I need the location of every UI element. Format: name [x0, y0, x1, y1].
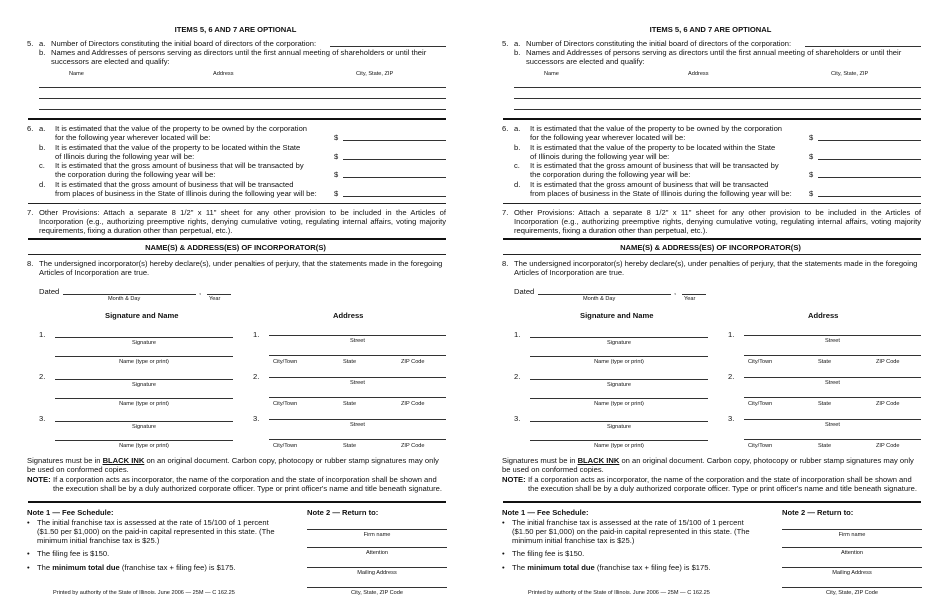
item6-text-line1: It is estimated that the value of the property to be owned by the corporation [55, 124, 308, 133]
divider [28, 254, 446, 255]
signature-label: Signature [607, 340, 631, 346]
address-number: 1. [253, 330, 260, 339]
fee-bullet-franchise-tax: The initial franchise tax is assessed at the rate of 15/100 of 1 percent ($1.50 per $1,000) on the paid-in capital represented in this state. (The minimum initial franchise tax is $25.) [37, 518, 275, 545]
month-day-label: Month & Day [583, 296, 616, 302]
incorporators-header: NAME(S) & ADDRESS(ES) OF INCORPORATOR(S) [145, 243, 326, 252]
divider [28, 203, 446, 204]
name-print-field[interactable] [530, 398, 708, 399]
column-name-label: Name [69, 71, 84, 77]
item6-text-line2: for the following year wherever located will be: [55, 133, 211, 142]
item6-text-line1: It is estimated that the gross amount of business that will be transacted [530, 179, 769, 189]
dollar-sign: $ [334, 188, 339, 198]
city-state-zip-line[interactable] [269, 397, 446, 398]
name-print-label: Name (type or print) [119, 401, 169, 407]
column-address-label: Address [213, 71, 234, 77]
zip-code-label: ZIP Code [401, 443, 425, 449]
state-label: State [343, 359, 357, 365]
year-label: Year [209, 296, 221, 302]
zip-code-label: ZIP Code [876, 359, 900, 365]
item6-text-line2: of Illinois during the following year will be: [530, 151, 670, 161]
firm-name-field[interactable] [782, 529, 922, 530]
city-state-zip-field[interactable] [782, 587, 922, 588]
item6-text-line1: It is estimated that the value of the property to be located within the State [530, 142, 776, 152]
item7-text: Other Provisions: Attach a separate 8 1/2" x 11" sheet for any other provision to be included in the Articles of Incorporation (e.g., authorizing preemptive rights, denying cumulative voting, regulating internal affairs, voting majority requirements, fixing a duration other than perpetual, etc.). [39, 208, 446, 235]
signature-field[interactable] [530, 379, 708, 380]
address-number: 3. [728, 414, 735, 423]
item6-text-line1: It is estimated that the gross amount of business that will be transacted by [55, 161, 304, 170]
directors-count-field[interactable] [805, 46, 921, 47]
zip-code-label: ZIP Code [401, 359, 425, 365]
return-to-title: Note 2 — Return to: [782, 508, 854, 517]
dollar-sign: $ [809, 170, 814, 179]
item6-text-line1: It is estimated that the value of the property to be located within the State [55, 142, 301, 152]
date-month-day-field[interactable] [63, 294, 196, 295]
zip-code-label: ZIP Code [876, 443, 900, 449]
city-state-zip-field[interactable] [307, 587, 447, 588]
dollar-sign: $ [809, 151, 814, 161]
street-field[interactable] [744, 419, 921, 420]
dollar-sign: $ [334, 133, 339, 142]
director-line-2[interactable] [39, 98, 446, 99]
signature-field[interactable] [55, 421, 233, 422]
item6-text-line2: from places of business in the State of Illinois during the following year will be: [530, 188, 792, 198]
zip-code-label: ZIP Code [876, 401, 900, 407]
firm-name-label: Firm name [363, 532, 391, 538]
comma: , [674, 287, 677, 296]
name-print-field[interactable] [55, 398, 233, 399]
item5-a-letter: a. [514, 39, 521, 48]
item6-text-line1: It is estimated that the gross amount of business that will be transacted [55, 179, 294, 189]
street-label: Street [825, 338, 840, 344]
item8-text: The undersigned incorporator(s) hereby declare(s), under penalties of perjury, that the statements made in the foregoing Articles of Incorporation are true. [39, 259, 443, 277]
attention-label: Attention [365, 550, 389, 556]
signature-field[interactable] [55, 379, 233, 380]
address-number: 3. [253, 414, 260, 423]
item8-text: The undersigned incorporator(s) hereby declare(s), under penalties of perjury, that the statements made in the foregoing Articles of Incorporation are true. [514, 259, 918, 277]
item6-text-line2: the corporation during the following year will be: [55, 170, 216, 179]
incorporators-header: NAME(S) & ADDRESS(ES) OF INCORPORATOR(S) [620, 243, 801, 252]
column-city-label: City, State, ZIP [356, 71, 394, 77]
column-name-label: Name [544, 71, 559, 77]
director-line-2[interactable] [514, 98, 921, 99]
state-label: State [343, 401, 357, 407]
city-town-label: City/Town [748, 401, 773, 407]
items-optional-header: ITEMS 5, 6 AND 7 ARE OPTIONAL [649, 25, 772, 34]
item6-number: 6. [27, 124, 34, 133]
item6-letter: a. [514, 124, 521, 133]
note-label: NOTE: [27, 475, 51, 484]
mailing-address-label: Mailing Address [357, 570, 397, 576]
city-town-label: City/Town [273, 401, 298, 407]
note-label: NOTE: [502, 475, 526, 484]
item6-text-line2: the corporation during the following year will be: [530, 170, 691, 179]
item6-text-line2: of Illinois during the following year will be: [55, 151, 195, 161]
state-label: State [818, 401, 832, 407]
printed-by-footer: Printed by authority of the State of Illinois. June 2006 — 25M — C 162.25 [53, 590, 235, 596]
divider [28, 501, 446, 503]
fee-bullet-filing-fee: The filing fee is $150. [512, 549, 585, 558]
note-text: If a corporation acts as incorporator, the name of the corporation and the state of incorporation shall be shown and the execution shall be by a duly authorized corporate officer. Type or print officer's name and title beneath signature. [53, 475, 442, 493]
item6-letter: d. [39, 179, 46, 189]
state-label: State [818, 359, 832, 365]
dollar-sign: $ [334, 151, 339, 161]
item7-text: Other Provisions: Attach a separate 8 1/2" x 11" sheet for any other provision to be included in the Articles of Incorporation (e.g., authorizing preemptive rights, denying cumulative voting, regulating internal affairs, voting majority requirements, fixing a duration other than perpetual, etc.). [514, 208, 921, 235]
address-number: 1. [728, 330, 735, 339]
director-line-1[interactable] [39, 87, 446, 88]
signature-label: Signature [607, 382, 631, 388]
street-field[interactable] [269, 419, 446, 420]
name-print-label: Name (type or print) [594, 359, 644, 365]
bullet: • [502, 563, 505, 572]
zip-code-label: ZIP Code [401, 401, 425, 407]
divider [503, 118, 921, 120]
street-label: Street [350, 380, 365, 386]
director-line-1[interactable] [514, 87, 921, 88]
street-label: Street [350, 338, 365, 344]
column-address-label: Address [688, 71, 709, 77]
name-print-field[interactable] [530, 440, 708, 441]
signature-label: Signature [132, 382, 156, 388]
firm-name-field[interactable] [307, 529, 447, 530]
city-state-zip-line[interactable] [744, 439, 921, 440]
month-day-label: Month & Day [108, 296, 141, 302]
city-town-label: City/Town [273, 359, 298, 365]
dated-label: Dated [39, 287, 60, 296]
city-town-label: City/Town [748, 443, 773, 449]
year-label: Year [684, 296, 696, 302]
fee-schedule-title: Note 1 — Fee Schedule: [502, 508, 589, 517]
item7-number: 7. [27, 208, 34, 217]
item8-number: 8. [27, 259, 34, 268]
item7-number: 7. [502, 208, 509, 217]
address-number: 2. [253, 372, 260, 381]
incorporator-number: 3. [514, 414, 521, 423]
city-state-zip-label: City, State, ZIP Code [350, 590, 404, 596]
signature-and-name-header: Signature and Name [580, 311, 654, 320]
city-state-zip-line[interactable] [269, 355, 446, 356]
incorporator-number: 1. [39, 330, 46, 339]
item6-amount-field[interactable] [818, 177, 921, 178]
item5-number: 5. [27, 39, 34, 48]
name-print-label: Name (type or print) [119, 443, 169, 449]
street-field[interactable] [744, 335, 921, 336]
item6-text-line2: for the following year wherever located will be: [530, 133, 686, 142]
street-label: Street [825, 380, 840, 386]
incorporator-number: 2. [514, 372, 521, 381]
street-field[interactable] [744, 377, 921, 378]
incorporator-number: 1. [514, 330, 521, 339]
city-town-label: City/Town [273, 443, 298, 449]
fee-bullet-minimum-total: The minimum total due (franchise tax + filing fee) is $175. [512, 563, 711, 572]
form-page-left [23, 0, 448, 615]
name-print-field[interactable] [55, 356, 233, 357]
item5-a-letter: a. [39, 39, 46, 48]
street-field[interactable] [269, 335, 446, 336]
divider [503, 254, 921, 255]
black-ink-note: Signatures must be in BLACK INK on an original document. Carbon copy, photocopy or rubber stamp signatures may only be used on conformed copies. [27, 456, 439, 474]
attention-field[interactable] [782, 547, 922, 548]
bullet: • [502, 518, 505, 527]
date-year-field[interactable] [682, 294, 706, 295]
return-to-title: Note 2 — Return to: [307, 508, 379, 517]
street-label: Street [825, 422, 840, 428]
city-state-zip-line[interactable] [269, 439, 446, 440]
item6-text-line1: It is estimated that the gross amount of business that will be transacted by [530, 161, 779, 170]
item6-number: 6. [502, 124, 509, 133]
divider [28, 118, 446, 120]
item6-letter: b. [514, 142, 521, 152]
item6-letter: b. [39, 142, 46, 152]
incorporator-number: 2. [39, 372, 46, 381]
divider [503, 501, 921, 503]
item6-amount-field[interactable] [343, 196, 446, 197]
dollar-sign: $ [809, 188, 814, 198]
director-line-3[interactable] [514, 109, 921, 110]
attention-field[interactable] [307, 547, 447, 548]
item5-b-letter: b. [514, 48, 521, 57]
item6-letter: a. [39, 124, 46, 133]
address-header: Address [333, 311, 364, 320]
name-print-label: Name (type or print) [594, 401, 644, 407]
divider [503, 203, 921, 204]
directors-count-field[interactable] [330, 46, 446, 47]
item5-number: 5. [502, 39, 509, 48]
bullet: • [27, 549, 30, 558]
signature-field[interactable] [55, 337, 233, 338]
divider [503, 238, 921, 240]
item6-letter: c. [514, 161, 520, 170]
date-year-field[interactable] [207, 294, 231, 295]
item5-b-text: Names and Addresses of persons serving as directors until the first annual meeting of shareholders or until their successors are elected and qualify: [51, 48, 427, 66]
item6-amount-field[interactable] [343, 140, 446, 141]
black-ink-note: Signatures must be in BLACK INK on an original document. Carbon copy, photocopy or rubber stamp signatures may only be used on conformed copies. [502, 456, 914, 474]
mailing-address-label: Mailing Address [832, 570, 872, 576]
signature-label: Signature [132, 424, 156, 430]
firm-name-label: Firm name [838, 532, 866, 538]
item5-b-letter: b. [39, 48, 46, 57]
item6-amount-field[interactable] [343, 159, 446, 160]
fee-schedule-title: Note 1 — Fee Schedule: [27, 508, 114, 517]
incorporator-number: 3. [39, 414, 46, 423]
city-state-zip-line[interactable] [744, 397, 921, 398]
bullet: • [27, 518, 30, 527]
address-header: Address [808, 311, 839, 320]
address-number: 2. [728, 372, 735, 381]
item6-amount-field[interactable] [818, 140, 921, 141]
city-town-label: City/Town [748, 359, 773, 365]
name-print-label: Name (type or print) [594, 443, 644, 449]
signature-field[interactable] [530, 337, 708, 338]
fee-bullet-minimum-total: The minimum total due (franchise tax + filing fee) is $175. [37, 563, 236, 572]
name-print-field[interactable] [55, 440, 233, 441]
mailing-address-field[interactable] [782, 567, 922, 568]
director-line-3[interactable] [39, 109, 446, 110]
name-print-label: Name (type or print) [119, 359, 169, 365]
name-print-field[interactable] [530, 356, 708, 357]
item5-b-text: Names and Addresses of persons serving as directors until the first annual meeting of shareholders or until their successors are elected and qualify: [526, 48, 902, 66]
signature-and-name-header: Signature and Name [105, 311, 179, 320]
item5-a-text: Number of Directors constituting the initial board of directors of the corporation: [526, 39, 792, 48]
item6-text-line2: from places of business in the State of Illinois during the following year will be: [55, 188, 317, 198]
attention-label: Attention [840, 550, 864, 556]
mailing-address-field[interactable] [307, 567, 447, 568]
state-label: State [818, 443, 832, 449]
item6-letter: d. [514, 179, 521, 189]
column-city-label: City, State, ZIP [831, 71, 869, 77]
items-optional-header: ITEMS 5, 6 AND 7 ARE OPTIONAL [174, 25, 297, 34]
dated-label: Dated [514, 287, 535, 296]
city-state-zip-line[interactable] [744, 355, 921, 356]
item6-text-line1: It is estimated that the value of the property to be owned by the corporation [530, 124, 783, 133]
bullet: • [502, 549, 505, 558]
note-text: If a corporation acts as incorporator, the name of the corporation and the state of incorporation shall be shown and the execution shall be by a duly authorized corporate officer. Type or print officer's name and title beneath signature. [528, 475, 917, 493]
fee-bullet-filing-fee: The filing fee is $150. [37, 549, 110, 558]
signature-label: Signature [607, 424, 631, 430]
item6-amount-field[interactable] [818, 159, 921, 160]
item6-amount-field[interactable] [343, 177, 446, 178]
signature-label: Signature [132, 340, 156, 346]
dollar-sign: $ [334, 170, 339, 179]
dollar-sign: $ [809, 133, 814, 142]
street-label: Street [350, 422, 365, 428]
state-label: State [343, 443, 357, 449]
divider [28, 238, 446, 240]
item6-amount-field[interactable] [818, 196, 921, 197]
item6-letter: c. [39, 161, 45, 170]
signature-field[interactable] [530, 421, 708, 422]
date-month-day-field[interactable] [538, 294, 671, 295]
comma: , [199, 287, 202, 296]
street-field[interactable] [269, 377, 446, 378]
form-page-right [498, 0, 923, 615]
item5-a-text: Number of Directors constituting the initial board of directors of the corporation: [51, 39, 317, 48]
printed-by-footer: Printed by authority of the State of Illinois. June 2006 — 25M — C 162.25 [528, 590, 710, 596]
item8-number: 8. [502, 259, 509, 268]
fee-bullet-franchise-tax: The initial franchise tax is assessed at the rate of 15/100 of 1 percent ($1.50 per $1,000) on the paid-in capital represented in this state. (The minimum initial franchise tax is $25.) [512, 518, 750, 545]
city-state-zip-label: City, State, ZIP Code [825, 590, 879, 596]
bullet: • [27, 563, 30, 572]
